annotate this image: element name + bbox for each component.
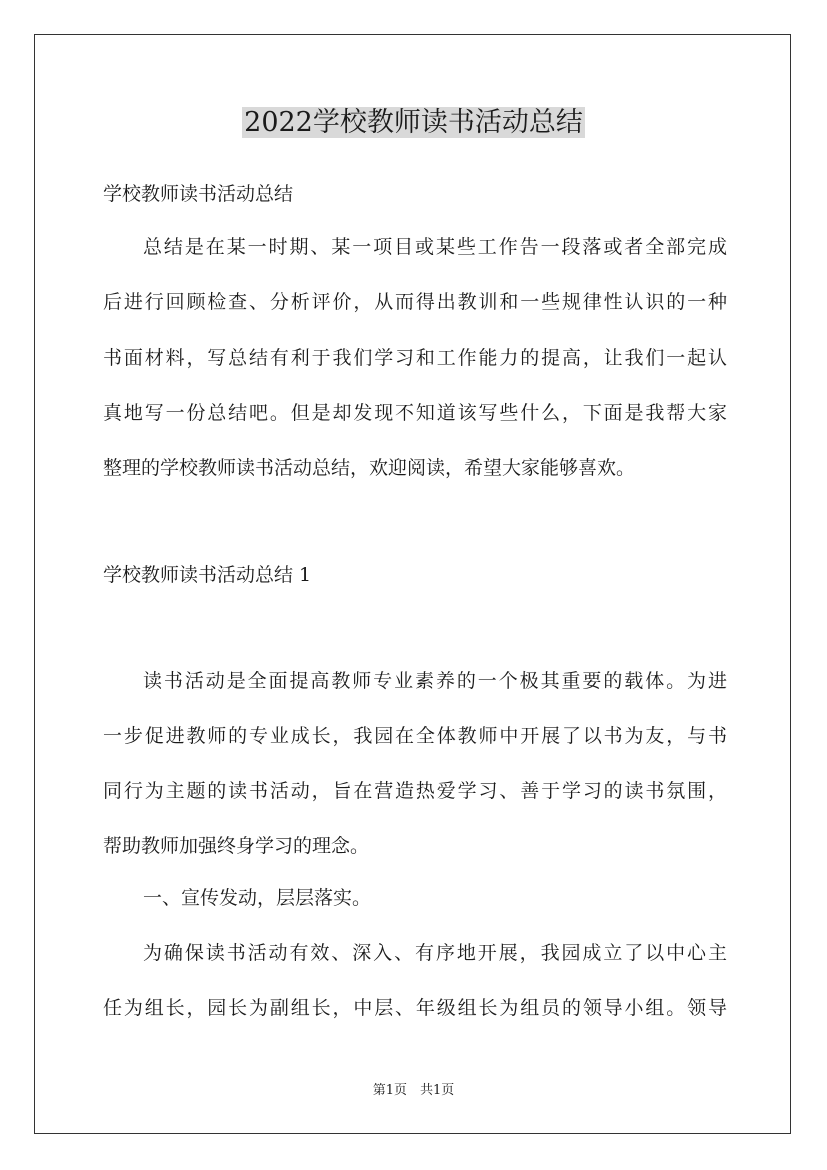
point-one-heading: 一、宣传发动，层层落实。 (143, 887, 372, 909)
document-subtitle: 学校教师读书活动总结 (103, 183, 294, 205)
intro-line: 书面材料，写总结有利于我们学习和工作能力的提高，让我们一起认 (103, 347, 727, 369)
intro-line: 真地写一份总结吧。但是却发现不知道该写些什么，下面是我帮大家 (103, 402, 727, 424)
body-line: 同行为主题的读书活动，旨在营造热爱学习、善于学习的读书氛围， (103, 780, 727, 802)
intro-line: 整理的学校教师读书活动总结，欢迎阅读，希望大家能够喜欢。 (103, 457, 636, 479)
page-footer: 第1页 共1页 (372, 1083, 455, 1098)
point-one-line: 任为组长，园长为副组长，中层、年级组长为组员的领导小组。领导 (103, 997, 727, 1019)
document-title-text: 2022学校教师读书活动总结 (244, 107, 583, 138)
intro-line: 总结是在某一时期、某一项目或某些工作告一段落或者全部完成 (143, 236, 727, 258)
body-line: 读书活动是全面提高教师专业素养的一个极其重要的载体。为进 (143, 670, 727, 692)
section-heading: 学校教师读书活动总结 1 (103, 564, 312, 586)
intro-line: 后进行回顾检查、分析评价，从而得出教训和一些规律性认识的一种 (103, 291, 727, 313)
point-one-line: 为确保读书活动有效、深入、有序地开展，我园成立了以中心主 (143, 942, 727, 964)
body-line: 一步促进教师的专业成长，我园在全体教师中开展了以书为友，与书 (103, 725, 727, 747)
document-title (0, 103, 827, 143)
body-line: 帮助教师加强终身学习的理念。 (103, 835, 370, 857)
